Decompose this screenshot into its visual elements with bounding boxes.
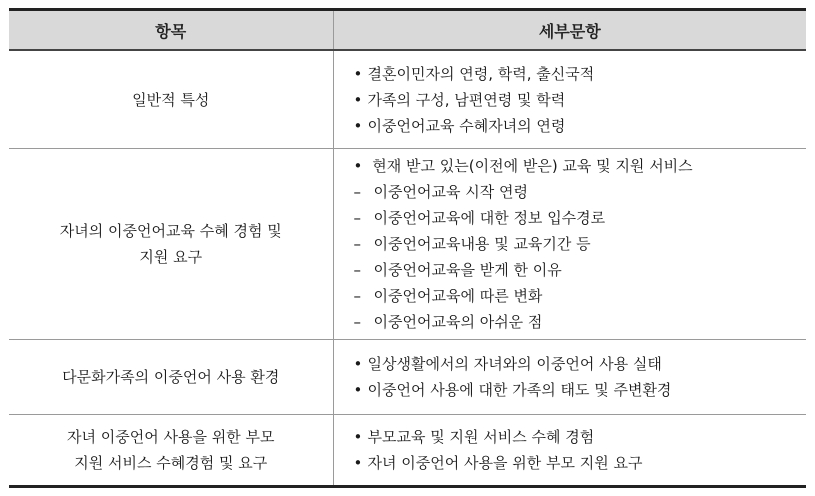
bullet-mark: • bbox=[353, 428, 363, 446]
header-item: 항목 bbox=[9, 10, 333, 51]
bullet-mark: • bbox=[353, 381, 363, 399]
table-header-row bbox=[9, 10, 806, 51]
survey-items-table-container bbox=[9, 8, 806, 488]
detail-text: 현재 받고 있는(이전에 받은) 교육 및 지원 서비스 bbox=[367, 157, 693, 175]
item-cell bbox=[9, 340, 333, 415]
detail-line bbox=[354, 450, 807, 476]
detail-text: 이중언어교육 시작 연령 bbox=[373, 183, 528, 201]
detail-line bbox=[354, 61, 807, 87]
detail-line bbox=[354, 257, 807, 283]
item-cell bbox=[9, 50, 333, 149]
detail-text: 가족의 구성, 남편연령 및 학력 bbox=[367, 90, 566, 109]
table-row bbox=[9, 415, 806, 487]
detail-line bbox=[354, 283, 807, 309]
bullet-mark: • bbox=[353, 355, 363, 373]
detail-text: 이중언어 사용에 대한 가족의 태도 및 주변환경 bbox=[367, 381, 672, 399]
item-text: 자녀 이중언어 사용을 위한 부모 bbox=[67, 428, 275, 446]
bullet-mark: • bbox=[353, 454, 363, 472]
dash-mark: – bbox=[353, 287, 361, 305]
item-text: 지원 서비스 수혜경험 및 요구 bbox=[74, 454, 268, 472]
detail-cell bbox=[333, 415, 806, 487]
item-text: 지원 요구 bbox=[139, 248, 203, 266]
detail-text: 결혼이민자의 연령, 학력, 출신국적 bbox=[367, 64, 595, 83]
detail-text: 이중언어교육내용 및 교육기간 등 bbox=[373, 235, 591, 253]
dash-mark: – bbox=[353, 209, 361, 227]
detail-line bbox=[354, 351, 807, 377]
detail-text: 이중언어교육의 아쉬운 점 bbox=[373, 313, 543, 331]
table-row bbox=[9, 149, 806, 340]
detail-line bbox=[354, 309, 807, 335]
item-text: 자녀의 이중언어교육 수혜 경험 및 bbox=[59, 222, 282, 240]
dash-mark: – bbox=[353, 261, 361, 279]
table-row bbox=[9, 340, 806, 415]
survey-items-table bbox=[9, 8, 806, 488]
detail-cell bbox=[333, 149, 806, 340]
item-cell bbox=[9, 149, 333, 340]
bullet-mark: • bbox=[353, 157, 363, 175]
detail-text: 일상생활에서의 자녀와의 이중언어 사용 실태 bbox=[367, 355, 662, 373]
item-cell bbox=[9, 415, 333, 487]
detail-cell bbox=[333, 340, 806, 415]
item-text: 다문화가족의 이중언어 사용 환경 bbox=[62, 368, 280, 386]
detail-cell bbox=[333, 50, 806, 149]
detail-line bbox=[354, 153, 807, 179]
dash-mark: – bbox=[353, 183, 361, 201]
detail-text: 이중언어교육에 대한 정보 입수경로 bbox=[373, 209, 606, 227]
detail-line bbox=[354, 231, 807, 257]
header-detail: 세부문항 bbox=[333, 10, 806, 51]
detail-line bbox=[354, 179, 807, 205]
detail-line bbox=[354, 424, 807, 450]
detail-text: 자녀 이중언어 사용을 위한 부모 지원 요구 bbox=[367, 454, 643, 472]
detail-text: 이중언어교육 수혜자녀의 연령 bbox=[367, 116, 566, 135]
bullet-mark: • bbox=[353, 90, 363, 109]
detail-line bbox=[354, 87, 807, 113]
table-row bbox=[9, 50, 806, 149]
detail-line bbox=[354, 205, 807, 231]
dash-mark: – bbox=[353, 235, 361, 253]
item-text: 일반적 특성 bbox=[132, 90, 210, 109]
detail-text: 부모교육 및 지원 서비스 수혜 경험 bbox=[367, 428, 595, 446]
detail-line bbox=[354, 377, 807, 403]
detail-text: 이중언어교육에 따른 변화 bbox=[373, 287, 543, 305]
detail-line bbox=[354, 113, 807, 139]
detail-text: 이중언어교육을 받게 한 이유 bbox=[373, 261, 562, 279]
bullet-mark: • bbox=[353, 116, 363, 135]
dash-mark: – bbox=[353, 313, 361, 331]
bullet-mark: • bbox=[353, 64, 363, 83]
